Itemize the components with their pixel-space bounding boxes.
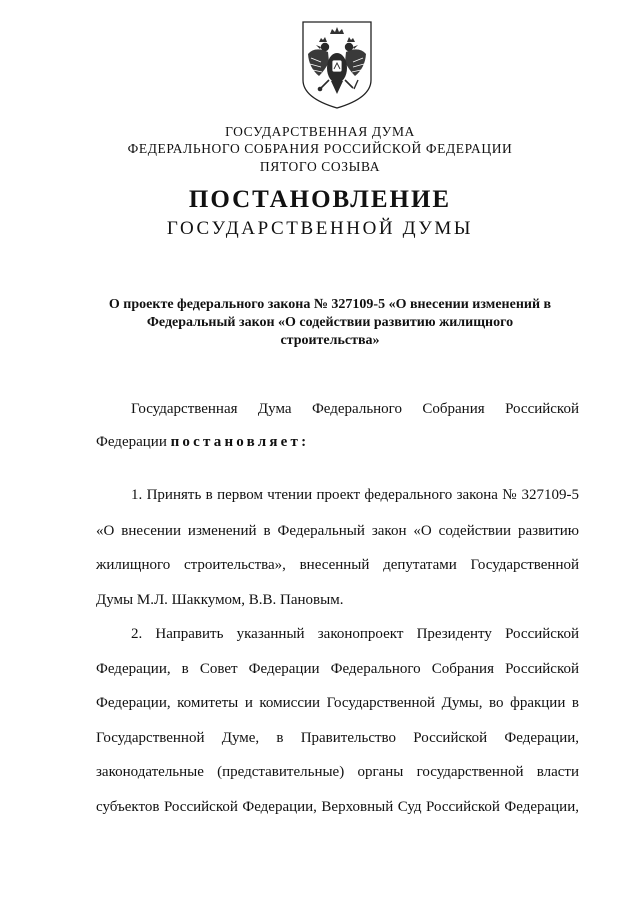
subject-line-2: Федеральный закон «О содействии развитию жилищного (146, 315, 514, 330)
item2-line-4: Государственной Думе, в Правительство Российской Федерации, (96, 730, 579, 746)
double-headed-eagle-icon (297, 18, 377, 112)
document-subtitle: ГОСУДАРСТВЕННОЙ ДУМЫ (166, 218, 474, 239)
item2-line-6: субъектов Российской Федерации, Верховный Суд Российской Федерации, (96, 799, 579, 815)
header-line-duma: ГОСУДАРСТВЕННАЯ ДУМА (225, 124, 415, 139)
header-line-convocation: ПЯТОГО СОЗЫВА (259, 159, 381, 174)
item2-line-1: 2. Направить указанный законопроект Президенту Российской (131, 626, 579, 642)
subject-line-3: строительства» (280, 333, 380, 348)
item2-line-2: Федерации, в Совет Федерации Федерального Собрания Российской (96, 661, 579, 677)
item2-line-3: Федерации, комитеты и комиссии Государственной Думы, во фракции в (96, 695, 579, 711)
item1-line-3: жилищного строительства», внесенный депутатами Государственной (96, 557, 579, 573)
document-title: ПОСТАНОВЛЕНИЕ (188, 186, 452, 213)
preamble-line-2 (96, 432, 579, 452)
header-line-assembly: ФЕДЕРАЛЬНОГО СОБРАНИЯ РОССИЙСКОЙ ФЕДЕРАЦИИ (127, 141, 513, 156)
item1-line-2: «О внесении изменений в Федеральный закон «О содействии развитию (96, 523, 579, 539)
resolves-keyword: постановляет: (170, 434, 310, 450)
item1-line-4: Думы М.Л. Шаккумом, В.В. Пановым. (96, 592, 344, 608)
coat-of-arms-emblem (297, 18, 377, 112)
item1-line-1: 1. Принять в первом чтении проект федерального закона № 327109-5 (131, 487, 579, 503)
preamble-line-1: Государственная Дума Федерального Собрания Российской (131, 401, 579, 417)
subject-line-1: О проекте федерального закона № 327109-5 «О внесении изменений в (108, 297, 552, 312)
item2-line-5: законодательные (представительные) органы государственной власти (96, 764, 579, 780)
preamble-text: Федерации (96, 434, 167, 450)
